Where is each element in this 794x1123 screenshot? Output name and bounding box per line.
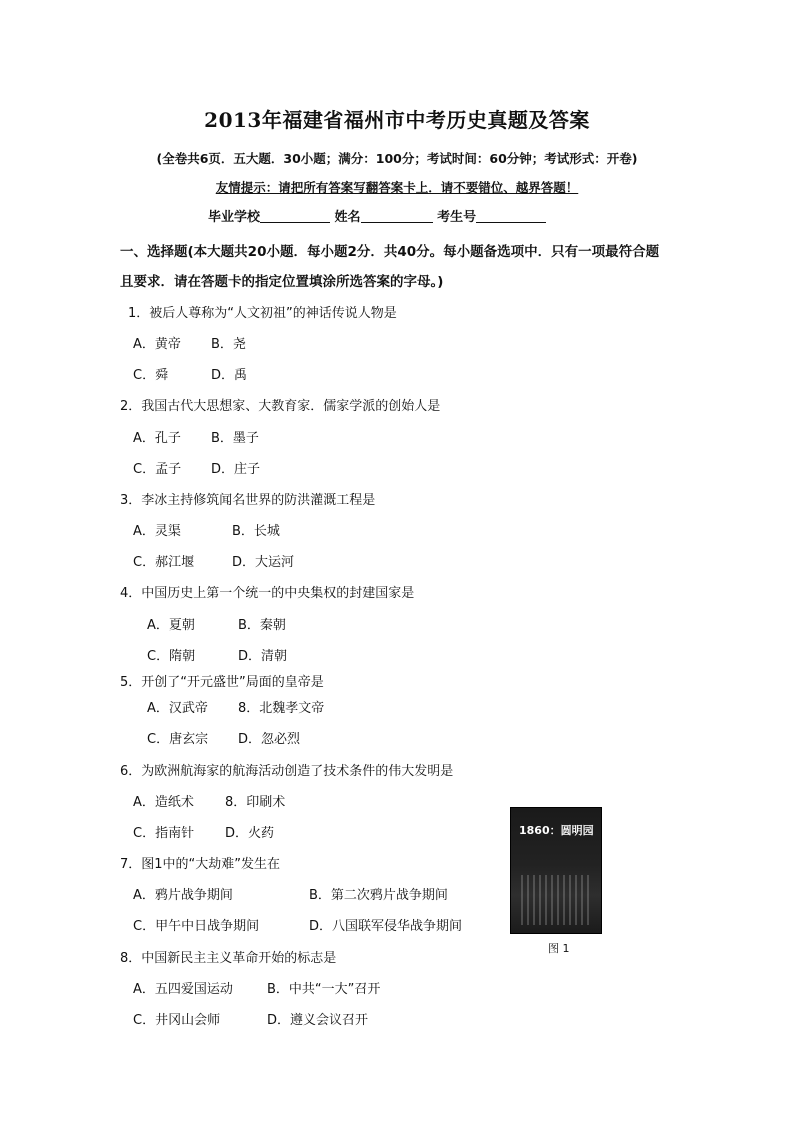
option: B．中共“一大”召开 <box>267 982 381 997</box>
option: D．大运河 <box>232 555 295 570</box>
question-stem: 7．图1中的“大劫难”发生在 <box>120 857 281 872</box>
option: 8．北魏孝文帝 <box>238 701 325 716</box>
option: A．造纸术 <box>133 795 194 810</box>
option: A．鸦片战争期间 <box>133 888 233 903</box>
option: A．孔子 <box>133 431 181 446</box>
option: A．汉武帝 <box>147 701 208 716</box>
question-stem: 1．被后人尊称为“人文初祖”的神话传说人物是 <box>128 306 397 321</box>
option: B．第二次鸦片战争期间 <box>309 888 448 903</box>
option: C．隋朝 <box>147 649 196 664</box>
option: B．秦朝 <box>238 618 286 633</box>
exam-tip: 友情提示：请把所有答案写翻答案卡上．请不要错位、越界答题！ <box>215 180 579 195</box>
name-blank[interactable] <box>361 208 433 223</box>
option: C．舜 <box>133 368 169 383</box>
student-info-fields <box>208 206 546 225</box>
name-label: 姓名 <box>334 210 361 225</box>
option: C．井冈山会师 <box>133 1013 221 1028</box>
option: 8．印刷术 <box>225 795 286 810</box>
exam-number-label: 考生号 <box>437 210 477 225</box>
question-stem: 5．开创了“开元盛世”局面的皇帝是 <box>120 675 324 690</box>
option: C．指南针 <box>133 826 195 841</box>
question-stem: 6．为欧洲航海家的航海活动创造了技术条件的伟大发明是 <box>120 764 454 779</box>
school-blank[interactable] <box>260 208 330 223</box>
option: C．郝江堰 <box>133 555 195 570</box>
question-stem: 3．李冰主持修筑闻名世界的防洪灌溉工程是 <box>120 493 376 508</box>
page-title: 2013年福建省福州市中考历史真题及答案 <box>204 108 590 132</box>
option: B．墨子 <box>211 431 259 446</box>
ruins-image <box>521 875 591 925</box>
question-stem: 2．我国古代大思想家、大教育家．儒家学派的创始人是 <box>120 399 441 414</box>
exam-number-blank[interactable] <box>476 208 546 223</box>
figure-caption: 图 1 <box>548 942 570 955</box>
option: A．夏朝 <box>147 618 195 633</box>
section-heading-line2: 且要求．请在答题卡的指定位置填涂所选答案的字母。) <box>120 274 444 290</box>
option: A．灵渠 <box>133 524 181 539</box>
option: D．禹 <box>211 368 248 383</box>
option: B．尧 <box>211 337 246 352</box>
option: D．庄子 <box>211 462 261 477</box>
option: D．火药 <box>225 826 275 841</box>
option: C．甲午中日战争期间 <box>133 919 260 934</box>
option: D．清朝 <box>238 649 288 664</box>
option: B．长城 <box>232 524 280 539</box>
option: D．八国联军侵华战争期间 <box>309 919 463 934</box>
option: D．遵义会议召开 <box>267 1013 369 1028</box>
school-label: 毕业学校 <box>208 210 261 225</box>
question-stem: 4．中国历史上第一个统一的中央集权的封建国家是 <box>120 586 415 601</box>
option: D．忽必烈 <box>238 732 301 747</box>
figure-1-photo <box>510 807 602 934</box>
option: A．五四爱国运动 <box>133 982 233 997</box>
figure-heading: 1860：圆明园 <box>519 824 594 837</box>
option: C．唐玄宗 <box>147 732 209 747</box>
question-stem: 8．中国新民主主义革命开始的标志是 <box>120 951 337 966</box>
exam-info: (全卷共6页．五大题．30小题；满分：100分；考试时间：60分钟；考试形式：开卷) <box>156 151 638 166</box>
option: A．黄帝 <box>133 337 181 352</box>
section-heading-line1: 一、选择题(本大题共20小题．每小题2分．共40分。每小题备选项中．只有一项最符合题 <box>120 244 660 260</box>
option: C．孟子 <box>133 462 182 477</box>
